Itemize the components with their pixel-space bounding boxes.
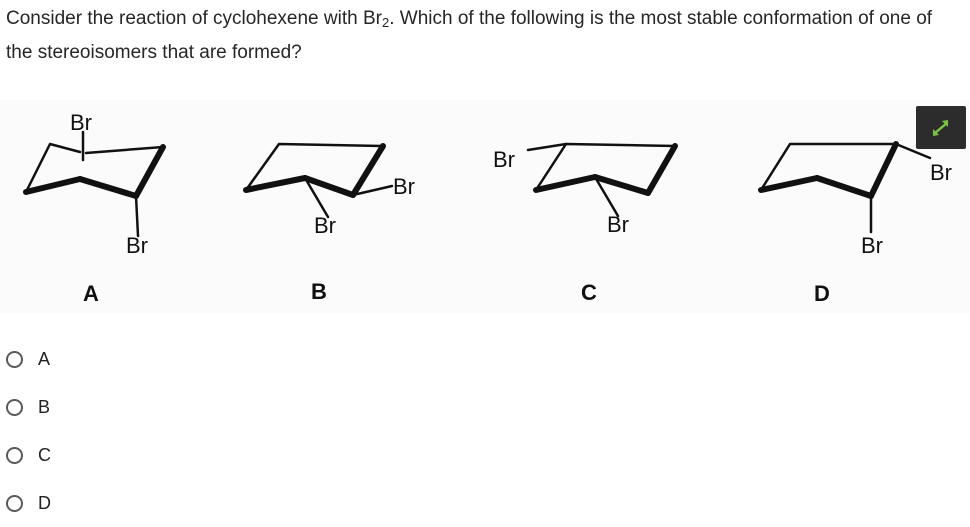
structure-c-br-left: Br — [493, 147, 515, 172]
option-a-label: A — [38, 348, 51, 369]
answer-options — [6, 335, 51, 527]
question-text — [6, 2, 946, 70]
option-a[interactable] — [6, 335, 51, 383]
radio-b[interactable] — [6, 399, 23, 416]
option-d-label: D — [38, 492, 51, 513]
structure-c-br-bottom: Br — [607, 212, 629, 237]
structure-a-letter: A — [83, 281, 99, 306]
structure-a-br-top: Br — [70, 110, 92, 135]
structure-b — [246, 144, 392, 217]
structure-d-letter: D — [814, 281, 830, 306]
question-text-end: . Which of the following is the most stable conformation of one of the stereoisomers that are formed? — [6, 8, 933, 63]
option-b[interactable] — [6, 383, 51, 431]
structure-d — [761, 144, 930, 232]
radio-d[interactable] — [6, 495, 23, 512]
structure-b-br-bottom: Br — [314, 213, 336, 238]
structure-b-br-right: Br — [393, 174, 415, 199]
structure-b-letter: B — [311, 279, 327, 304]
expand-image-button[interactable] — [916, 106, 966, 149]
option-c-label: C — [38, 444, 51, 465]
chair-conformations-drawing — [0, 100, 970, 313]
structure-c — [528, 144, 675, 216]
radio-a[interactable] — [6, 351, 23, 368]
structure-d-br-bottom: Br — [861, 233, 883, 258]
radio-c[interactable] — [6, 447, 23, 464]
option-b-label: B — [38, 396, 51, 417]
structure-a — [26, 132, 163, 236]
structure-d-br-right: Br — [930, 160, 952, 185]
structure-c-letter: C — [581, 280, 597, 305]
expand-arrows-icon — [929, 117, 953, 139]
question-text-start: Consider the reaction of cyclohexene with Br — [6, 8, 382, 29]
option-c[interactable] — [6, 431, 51, 479]
option-d[interactable] — [6, 479, 51, 527]
structures-figure — [0, 100, 970, 313]
structure-a-br-bottom: Br — [126, 233, 148, 258]
question-subscript: 2 — [381, 15, 390, 30]
